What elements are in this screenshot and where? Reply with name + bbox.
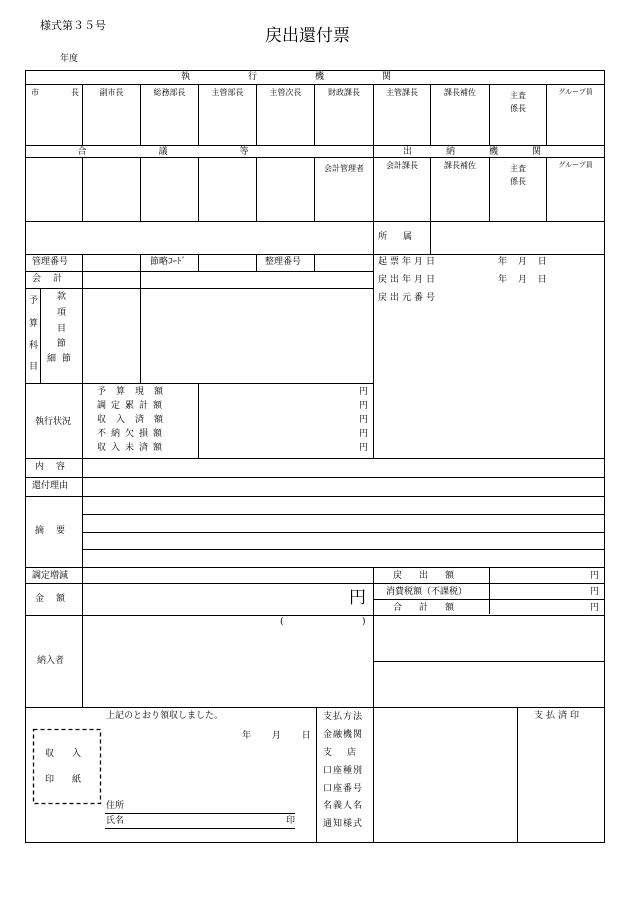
- status-uncollected: 収入未済額: [97, 443, 168, 453]
- budget-label-char: 予: [29, 296, 39, 306]
- yen-unit: 円: [359, 443, 369, 453]
- affiliation-label: 所属: [378, 232, 429, 242]
- yen-unit: 円: [359, 429, 369, 439]
- account-number-label: 口座番号: [323, 784, 364, 794]
- budget-item-setsu: 節: [57, 339, 67, 349]
- adjustment-label: 調定増減: [32, 571, 69, 581]
- refund-date-label: 戻出年月日: [378, 275, 439, 285]
- role-general-affairs-director: 総務部長: [153, 88, 186, 97]
- abbreviation-code-label: 節略ｺｰﾄﾞ: [150, 257, 187, 267]
- issue-date-value: 年 月 日: [498, 257, 547, 267]
- management-number-label: 管理番号: [32, 257, 69, 267]
- summary-label: 摘要: [35, 526, 78, 536]
- account-type-label: 口座種別: [323, 766, 364, 776]
- yen-unit: 円: [359, 415, 369, 425]
- paid-stamp-label: 支払済印: [534, 711, 583, 721]
- cashier-heading: 出納機関: [402, 147, 575, 157]
- role-managing-deputy: 主管次長: [269, 88, 302, 97]
- revenue-stamp-label: 印紙: [45, 775, 100, 785]
- branch-label: 支店: [323, 748, 372, 758]
- seal-label: 印: [286, 816, 296, 826]
- yen-unit: 円: [590, 571, 600, 581]
- role-accounting-manager: 会計管理者: [324, 164, 364, 173]
- total-amount-label: 合計額: [393, 603, 472, 613]
- role-mayor: 市 長: [31, 88, 79, 97]
- financial-institution-label: 金融機関: [323, 730, 364, 740]
- account-holder-label: 名義人名: [323, 801, 364, 811]
- refund-source-number-label: 戻出元番号: [378, 293, 439, 303]
- role-finance-manager: 財政課長: [328, 88, 360, 97]
- role-cashier-chief-staff: 主査係長: [510, 164, 526, 186]
- consumption-tax-label: 消費税額（不課税）: [386, 587, 468, 597]
- consultation-heading: 合議等: [77, 147, 321, 157]
- status-budget-current: 予算現額: [97, 387, 174, 397]
- role-cashier-group-member: グループ員: [558, 161, 593, 169]
- accounting-label: 会計: [32, 274, 75, 284]
- execution-heading: 執行機関: [180, 72, 449, 82]
- budget-item-moku: 目: [57, 324, 67, 334]
- receipt-statement: 上記のとおり領収しました。: [106, 711, 224, 721]
- payment-method-label: 支払方法: [323, 712, 364, 722]
- amount-label: 金額: [35, 594, 78, 604]
- role-deputy-mayor: 副市長: [99, 88, 124, 97]
- refund-amount-label: 戻出額: [393, 571, 472, 581]
- yen-unit: 円: [359, 401, 369, 411]
- revenue-stamp-label: 収入: [45, 749, 100, 759]
- role-managing-manager: 主管課長: [386, 88, 418, 97]
- role-managing-director: 主管部長: [211, 88, 244, 97]
- receipt-date: 年 月 日: [242, 731, 311, 741]
- arrangement-number-label: 整理番号: [265, 257, 302, 267]
- notification-format-label: 通知様式: [323, 819, 364, 829]
- yen-unit: 円: [359, 387, 369, 397]
- budget-label-char: 目: [29, 362, 39, 372]
- status-received: 収入済額: [97, 415, 174, 425]
- budget-item-kou: 項: [57, 308, 67, 318]
- amount-yen-unit: 円: [349, 588, 366, 608]
- status-adjusted-total: 調定累計額: [97, 401, 168, 411]
- role-assistant-manager: 課長補佐: [444, 88, 476, 97]
- address-label: 住所: [106, 801, 125, 811]
- content-label: 内容: [35, 462, 78, 472]
- payer-label: 納入者: [37, 656, 65, 666]
- refund-reason-label: 還付理由: [32, 481, 69, 491]
- form-number: 様式第３５号: [40, 19, 106, 32]
- role-group-member: グループ員: [558, 88, 593, 96]
- yen-unit: 円: [590, 587, 600, 597]
- paren-close: ): [362, 617, 366, 627]
- paren-open: (: [280, 617, 284, 627]
- budget-item-saisetsu: 細節: [47, 354, 78, 364]
- role-cashier-assistant: 課長補佐: [444, 161, 476, 170]
- status-loss: 不納欠損額: [97, 429, 168, 439]
- budget-label-char: 算: [29, 319, 39, 329]
- role-accounting-chief: 会計課長: [386, 161, 418, 170]
- issue-date-label: 起票年月日: [378, 257, 439, 267]
- budget-label-char: 科: [29, 341, 39, 351]
- role-chief-staff: 主査係長: [510, 91, 526, 113]
- refund-date-value: 年 月 日: [498, 275, 547, 285]
- budget-item-kan: 款: [57, 292, 67, 302]
- form-title: 戻出還付票: [265, 26, 350, 46]
- name-label: 氏名: [106, 816, 125, 826]
- fiscal-year-label: 年度: [60, 54, 79, 64]
- yen-unit: 円: [590, 603, 600, 613]
- execution-status-label: 執行状況: [35, 417, 72, 427]
